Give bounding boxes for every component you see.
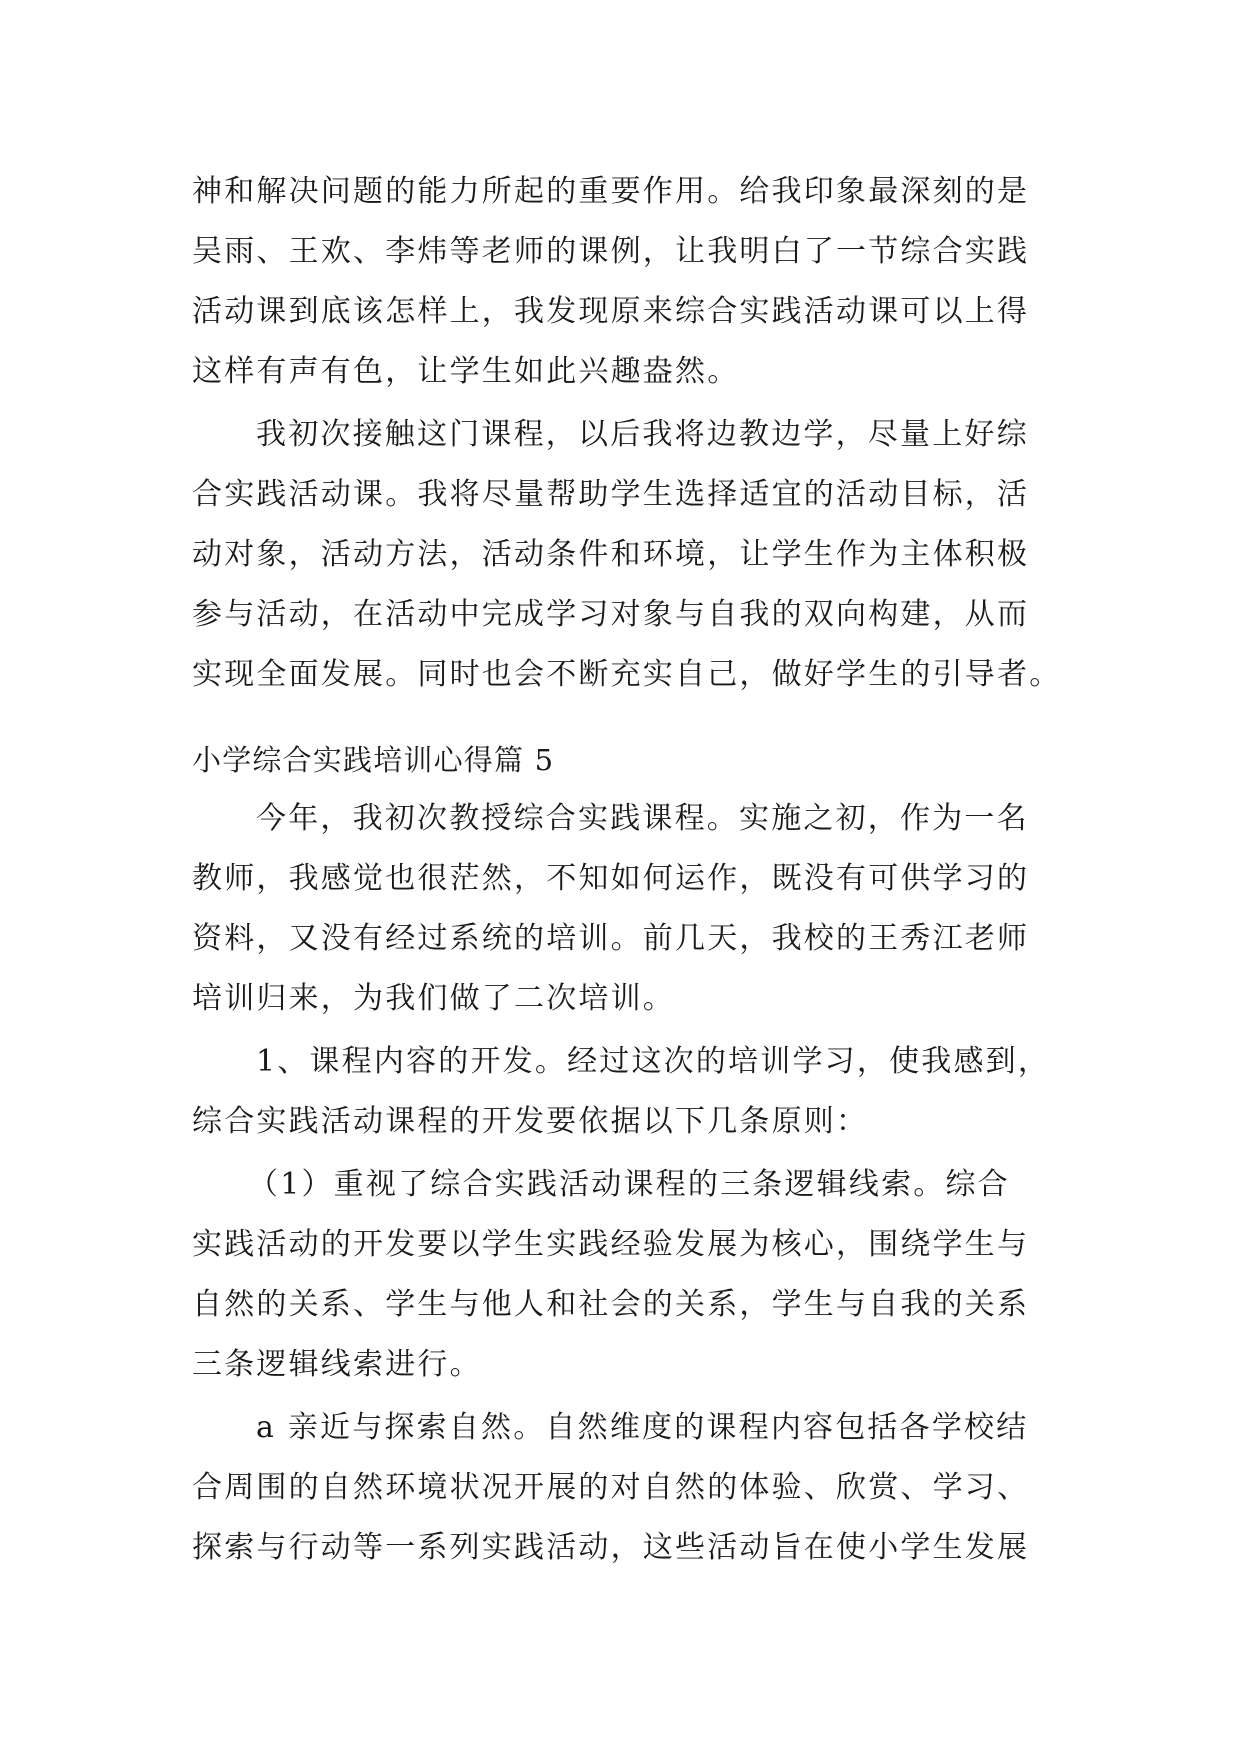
- text-line: 自然的关系、学生与他人和社会的关系，学生与自我的关系: [192, 1287, 1030, 1322]
- section-title: 小学综合实践培训心得篇 5: [192, 743, 555, 777]
- text-line: 实现全面发展。同时也会不断充实自己，做好学生的引导者。: [192, 657, 1062, 692]
- text-line: 1、课程内容的开发。经过这次的培训学习，使我感到，: [256, 1044, 1051, 1079]
- text-line: 合实践活动课。我将尽量帮助学生选择适宜的活动目标，活: [192, 477, 1030, 512]
- document-body: [192, 162, 1062, 1578]
- text-line: 教师，我感觉也很茫然，不知如何运作，既没有可供学习的: [192, 861, 1030, 896]
- text-line: 这样有声有色，让学生如此兴趣盎然。: [192, 354, 740, 389]
- text-line: 合周围的自然环境状况开展的对自然的体验、欣赏、学习、: [192, 1470, 1030, 1505]
- text-line: 培训归来，为我们做了二次培训。: [192, 981, 675, 1016]
- text-line: 综合实践活动课程的开发要依据以下几条原则：: [192, 1104, 869, 1139]
- text-line: （1）重视了综合实践活动课程的三条逻辑线索。综合: [248, 1167, 1010, 1202]
- text-line: 参与活动，在活动中完成学习对象与自我的双向构建，从而: [192, 597, 1030, 632]
- text-line: 吴雨、王欢、李炜等老师的课例，让我明白了一节综合实践: [192, 234, 1030, 269]
- text-line: 神和解决问题的能力所起的重要作用。给我印象最深刻的是: [192, 174, 1030, 209]
- text-line: 我初次接触这门课程，以后我将边教边学，尽量上好综: [256, 417, 1029, 452]
- text-line: 三条逻辑线索进行。: [192, 1347, 482, 1382]
- text-line: a 亲近与探索自然。自然维度的课程内容包括各学校结: [256, 1410, 1029, 1445]
- paragraph-reflection: [192, 405, 1062, 705]
- paragraph-point-1: [192, 1032, 1062, 1152]
- text-line: 活动课到底该怎样上，我发现原来综合实践活动课可以上得: [192, 294, 1030, 329]
- text-line: 实践活动的开发要以学生实践经验发展为核心，围绕学生与: [192, 1227, 1030, 1262]
- text-line: 今年，我初次教授综合实践课程。实施之初，作为一名: [256, 801, 1029, 836]
- paragraph-continuation: [192, 162, 1062, 402]
- text-line: 探索与行动等一系列实践活动，这些活动旨在使小学生发展: [192, 1530, 1030, 1565]
- text-line: 动对象，活动方法，活动条件和环境，让学生作为主体积极: [192, 537, 1030, 572]
- paragraph-nature: [192, 1398, 1062, 1578]
- text-line: 资料，又没有经过系统的培训。前几天，我校的王秀江老师: [192, 921, 1030, 956]
- paragraph-intro: [192, 789, 1062, 1029]
- paragraph-principle-1: [192, 1155, 1062, 1395]
